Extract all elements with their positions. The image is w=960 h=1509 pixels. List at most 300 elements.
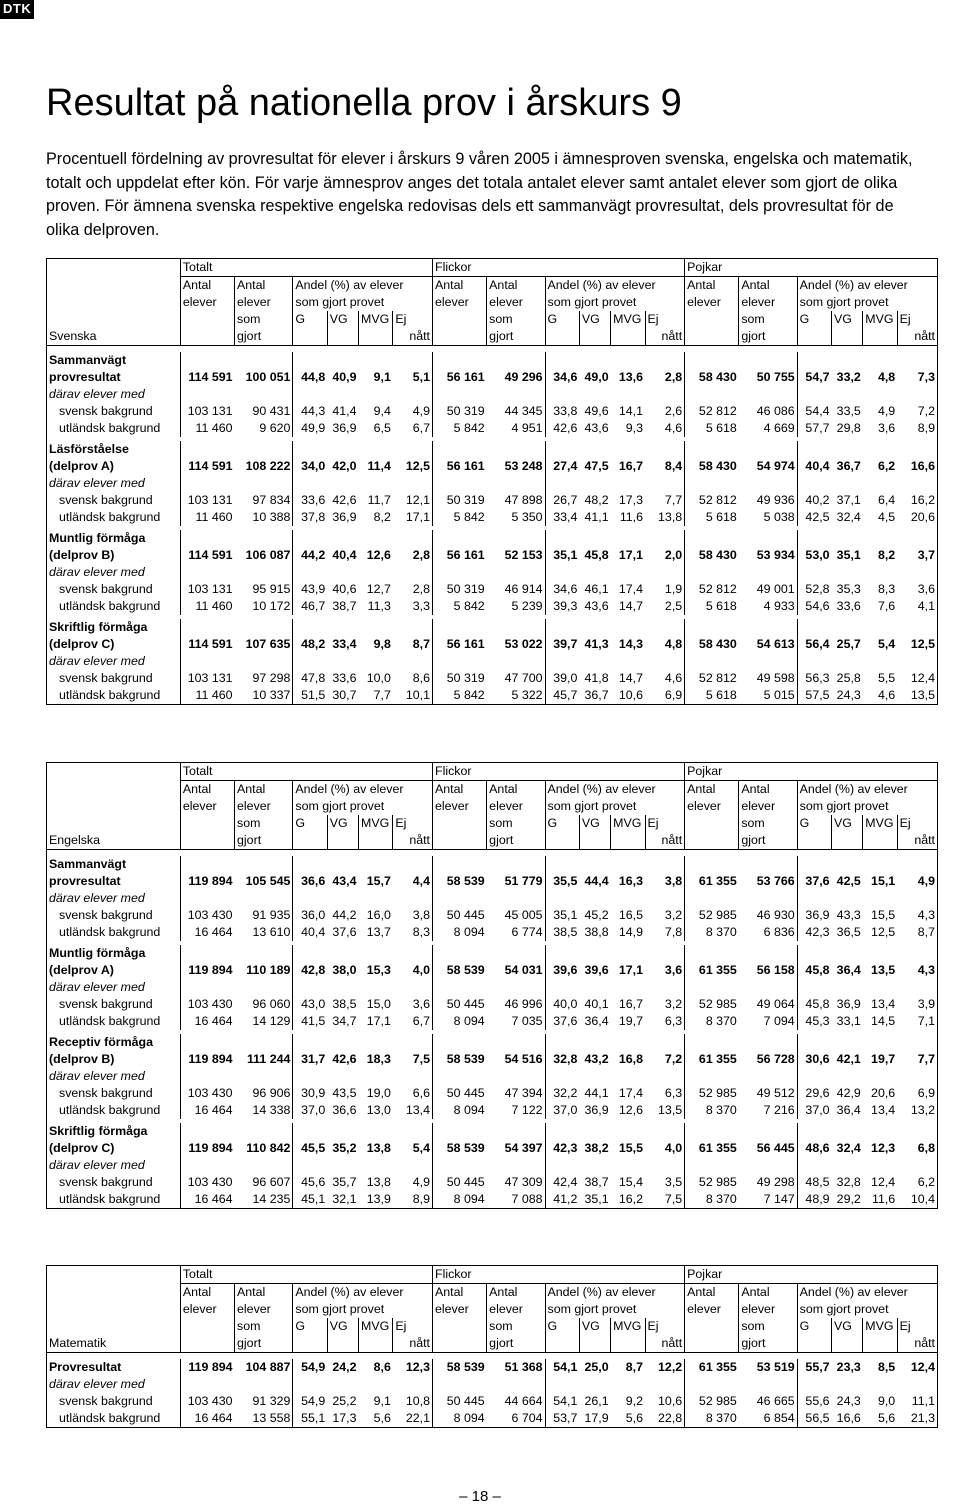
value-cell [487,441,545,458]
value-cell: 37,8 [293,509,327,526]
value-cell: 8,4 [664,459,683,473]
value-cell [832,1068,863,1085]
value-cell: 4,9 [412,1175,430,1189]
value-cell: 10,6 [658,1394,683,1408]
value-cell: 8,2 [877,548,896,562]
value-cell: 44,4 [584,874,609,888]
value-cell [293,1068,327,1085]
value-cell [863,890,897,907]
value-cell: 7,3 [917,370,935,384]
value-cell: 40,1 [584,997,609,1011]
value-cell: 58 430 [685,458,739,475]
value-cell [739,619,797,636]
value-cell: 25,7 [836,637,861,651]
header-ej: nått [393,1335,433,1353]
value-cell: 1,9 [664,582,683,596]
value-cell [433,1123,487,1140]
value-cell [797,945,831,962]
subgroup-heading-row [47,1068,937,1085]
value-cell: 32,8 [545,1051,579,1068]
header-mvg: MVG [611,311,645,328]
value-cell: 39,0 [545,670,579,687]
header-antal-elever: elever [685,1301,739,1318]
value-cell: 16,8 [618,1052,644,1066]
value-cell: 49 001 [756,582,795,596]
intro-paragraph: Procentuell fördelning av provresultat för elever i årskurs 9 våren 2005 i ämnesproven svenska, engelska och matematik, totalt och uppdelat efter kön. För varje ämnesprov anges det totala antalet elever samt antalet elever som gjort de olika proven. För ämnena svenska respektive engelska redovisas dels ett sammanvägt provresultat, dels provresultat för de olika delproven. [46,150,913,239]
value-cell: 46 914 [504,582,543,596]
value-cell [645,653,685,670]
value-cell: 3,6 [664,963,683,977]
value-cell: 8 370 [685,1102,739,1119]
header-mvg: MVG [863,311,897,328]
header-vg: VG [579,1318,610,1335]
value-cell: 4,0 [412,963,430,977]
value-cell: 39,3 [545,598,579,615]
value-cell: 47 394 [504,1086,543,1100]
subgroup-heading-row [47,564,937,581]
section-title-row [47,441,937,458]
value-cell: 13,4 [871,1103,896,1117]
value-cell: 17,3 [332,1411,357,1425]
header-mvg: MVG [359,1318,393,1335]
value-cell: 5 618 [685,687,739,704]
value-cell [393,1157,433,1174]
value-cell: 8 370 [685,1191,739,1208]
value-cell: 96 906 [252,1086,291,1100]
value-cell [327,564,358,581]
value-cell: 20,6 [910,510,935,524]
subgroup-heading-row [47,475,937,492]
value-cell [897,475,937,492]
value-cell: 46 930 [756,908,795,922]
value-cell [863,856,897,873]
value-cell: 40,4 [293,924,327,941]
value-cell: 8,9 [917,421,935,435]
value-cell [359,441,393,458]
value-cell [611,979,645,996]
value-cell [611,352,645,369]
value-cell [897,619,937,636]
header-ej: nått [897,832,937,850]
value-cell [545,1376,579,1393]
section-title: Sammanvägt [49,857,127,871]
value-cell: 36,9 [332,510,357,524]
value-cell [685,530,739,547]
value-cell [645,441,685,458]
value-cell [863,945,897,962]
value-cell: 41,4 [332,404,357,418]
data-row [47,403,937,420]
header-andel: som gjort provet [797,1301,937,1318]
value-cell: 6,3 [664,1086,683,1100]
value-cell: 39,6 [584,963,609,977]
value-cell [611,1157,645,1174]
value-cell: 13,9 [366,1192,391,1206]
value-cell: 7,5 [412,1052,430,1066]
value-cell: 14 338 [252,1103,291,1117]
header-antal-gjort: gjort [487,832,545,850]
value-cell: 15,5 [618,1141,644,1155]
header-blank [832,328,863,346]
value-cell: 3,8 [412,908,430,922]
value-cell: 49 936 [756,493,795,507]
value-cell: 100 051 [245,370,291,384]
value-cell: 5,6 [373,1411,391,1425]
value-cell: 42,6 [545,420,579,437]
value-cell [863,653,897,670]
value-cell: 30,9 [293,1085,327,1102]
value-cell: 13 610 [252,925,291,939]
value-cell: 33,2 [836,370,861,384]
row-label: därav elever med [49,1377,145,1391]
value-cell [433,352,487,369]
value-cell [327,352,358,369]
value-cell [293,979,327,996]
value-cell: 7,7 [917,1052,935,1066]
value-cell: 5,6 [877,1411,896,1425]
value-cell: 45,8 [797,996,831,1013]
value-cell: 46,7 [293,598,327,615]
value-cell [433,475,487,492]
value-cell [797,564,831,581]
value-cell [832,386,863,403]
header-antal-elever [180,1318,234,1335]
value-cell [327,1123,358,1140]
value-cell: 24,3 [836,688,861,702]
header-antal-gjort: gjort [235,832,293,850]
value-cell [180,619,234,636]
header-group: Pojkar [685,763,937,781]
value-cell: 56 161 [433,636,487,653]
value-cell: 58 539 [433,1051,487,1068]
value-cell: 15,5 [871,908,896,922]
total-row [47,873,937,890]
value-cell: 15,1 [871,874,896,888]
value-cell [293,475,327,492]
value-cell: 12,6 [366,548,391,562]
row-label: svensk bakgrund [59,671,153,685]
value-cell [327,945,358,962]
value-cell: 33,6 [293,492,327,509]
header-antal-gjort: Antal [739,1284,797,1302]
value-cell: 16,2 [910,493,935,507]
header-row [47,294,937,311]
value-cell [863,1034,897,1051]
value-cell: 37,6 [332,925,357,939]
value-cell [293,890,327,907]
value-cell: 10 388 [252,510,291,524]
total-row [47,547,937,564]
value-cell [545,1068,579,1085]
value-cell: 52 812 [685,492,739,509]
header-antal-gjort: elever [739,798,797,815]
header-antal-elever [433,1335,487,1353]
value-cell [739,979,797,996]
value-cell: 2,6 [664,404,683,418]
value-cell [235,386,293,403]
subgroup-heading-row [47,979,937,996]
value-cell: 5 842 [433,687,487,704]
header-antal-elever [180,832,234,850]
row-label: utländsk bakgrund [59,688,161,702]
value-cell: 37,6 [545,1013,579,1030]
value-cell [327,1376,358,1393]
header-row [47,1335,937,1353]
header-mvg: MVG [611,815,645,832]
value-cell [863,386,897,403]
value-cell: 43,9 [293,581,327,598]
value-cell: 35,3 [836,582,861,596]
header-ej: Ej [645,1318,685,1335]
value-cell: 58 430 [685,547,739,564]
header-antal-elever [433,815,487,832]
value-cell [180,530,234,547]
value-cell [739,1068,797,1085]
value-cell: 35,1 [584,1192,609,1206]
data-row [47,509,937,526]
value-cell [611,1123,645,1140]
value-cell [797,352,831,369]
value-cell [293,945,327,962]
value-cell: 6 774 [511,925,543,939]
value-cell [579,1157,610,1174]
header-blank [545,832,579,850]
value-cell [393,1034,433,1051]
header-antal-elever: elever [433,798,487,815]
value-cell: 45,6 [293,1174,327,1191]
value-cell: 3,9 [917,997,935,1011]
value-cell: 42,4 [545,1174,579,1191]
value-cell [359,352,393,369]
header-row [47,1318,937,1335]
value-cell: 42,1 [836,1052,861,1066]
value-cell: 32,1 [332,1192,357,1206]
value-cell [393,979,433,996]
value-cell [797,1068,831,1085]
value-cell [897,1123,937,1140]
value-cell: 119 894 [180,1051,234,1068]
value-cell [433,1376,487,1393]
header-antal-gjort: som [235,311,293,328]
value-cell: 26,7 [545,492,579,509]
value-cell: 33,5 [836,404,861,418]
header-ej: nått [645,1335,685,1353]
value-cell: 5,4 [412,1141,430,1155]
header-blank [359,328,393,346]
value-cell: 52 985 [685,996,739,1013]
value-cell [645,1376,685,1393]
value-cell: 36,7 [584,688,609,702]
value-cell: 11,6 [619,510,644,524]
value-cell: 119 894 [180,1140,234,1157]
value-cell: 54,9 [293,1359,327,1376]
value-cell: 16 464 [180,1410,234,1427]
value-cell [180,890,234,907]
value-cell: 16,7 [618,997,644,1011]
value-cell: 56 445 [756,1141,795,1155]
header-blank [327,832,358,850]
value-cell: 9 620 [259,421,291,435]
value-cell [611,856,645,873]
value-cell [832,979,863,996]
value-cell [180,1157,234,1174]
value-cell: 103 131 [180,403,234,420]
value-cell [180,1068,234,1085]
header-vg: VG [832,815,863,832]
value-cell: 12,5 [871,925,896,939]
value-cell: 53 248 [504,459,543,473]
value-cell [433,619,487,636]
value-cell [487,890,545,907]
value-cell: 91 329 [252,1394,291,1408]
value-cell [897,352,937,369]
value-cell: 54 031 [504,963,543,977]
value-cell [739,653,797,670]
value-cell: 3,8 [664,874,683,888]
value-cell: 3,6 [412,997,430,1011]
section-title-row [47,1123,937,1140]
value-cell [645,1157,685,1174]
value-cell: 90 431 [252,404,291,418]
value-cell: 10,4 [910,1192,935,1206]
header-row [47,832,937,850]
value-cell [739,1376,797,1393]
value-cell [832,653,863,670]
section-title: (delprov A) [49,459,114,473]
value-cell [739,564,797,581]
value-cell: 4,3 [917,963,935,977]
value-cell [180,1123,234,1140]
value-cell: 49,9 [293,420,327,437]
value-cell: 42,0 [332,459,357,473]
header-blank [797,1335,831,1353]
value-cell [611,441,645,458]
header-antal-gjort: elever [235,798,293,815]
value-cell [327,386,358,403]
value-cell: 41,8 [584,671,609,685]
value-cell: 13,4 [405,1103,430,1117]
header-blank [545,1335,579,1353]
header-antal-gjort: som [487,311,545,328]
value-cell [487,1034,545,1051]
value-cell [235,1376,293,1393]
value-cell [433,890,487,907]
value-cell: 56 158 [756,963,795,977]
value-cell: 9,1 [373,370,391,384]
value-cell [832,619,863,636]
value-cell: 11,1 [911,1394,935,1408]
value-cell: 6,9 [664,688,683,702]
header-row [47,259,937,277]
data-row [47,1174,937,1191]
value-cell: 2,0 [664,548,683,562]
value-cell: 56,3 [797,670,831,687]
value-cell [579,619,610,636]
value-cell [797,530,831,547]
header-antal-elever [685,815,739,832]
value-cell [359,1123,393,1140]
value-cell: 51,5 [293,687,327,704]
value-cell [235,619,293,636]
value-cell [797,1157,831,1174]
value-cell: 48,6 [797,1140,831,1157]
value-cell: 38,5 [332,997,357,1011]
value-cell: 40,4 [797,458,831,475]
value-cell: 48,9 [797,1191,831,1208]
total-row [47,458,937,475]
value-cell [685,1123,739,1140]
value-cell: 4 933 [763,599,795,613]
value-cell: 32,8 [836,1175,861,1189]
value-cell: 50 319 [433,492,487,509]
value-cell: 36,4 [836,963,861,977]
value-cell: 50 755 [756,370,795,384]
value-cell: 49 298 [756,1175,795,1189]
value-cell: 9,1 [373,1394,391,1408]
value-cell [293,1123,327,1140]
value-cell: 35,5 [545,873,579,890]
value-cell: 54 613 [756,637,795,651]
value-cell [685,386,739,403]
value-cell: 97 834 [252,493,291,507]
header-blank [545,328,579,346]
engelska-table [46,762,938,1209]
value-cell: 46 665 [756,1394,795,1408]
value-cell: 11,6 [871,1192,896,1206]
row-label: utländsk bakgrund [59,1192,161,1206]
value-cell: 15,7 [366,874,391,888]
value-cell: 37,1 [836,493,861,507]
value-cell: 29,2 [836,1192,861,1206]
header-andel: Andel (%) av elever [293,277,433,295]
header-vg: VG [327,1318,358,1335]
header-blank [293,1335,327,1353]
header-antal-gjort: gjort [487,1335,545,1353]
header-antal-gjort: som [739,815,797,832]
value-cell [180,352,234,369]
value-cell: 91 935 [252,908,291,922]
value-cell: 54,6 [797,598,831,615]
value-cell: 33,4 [545,509,579,526]
value-cell: 16,0 [366,908,391,922]
value-cell [433,530,487,547]
value-cell [611,475,645,492]
header-g: G [545,1318,579,1335]
value-cell: 16 464 [180,1102,234,1119]
header-row [47,328,937,346]
value-cell [579,1034,610,1051]
svenska-table [46,258,938,705]
value-cell [739,352,797,369]
header-andel: Andel (%) av elever [545,781,685,799]
value-cell [611,564,645,581]
value-cell: 32,4 [836,1141,861,1155]
value-cell: 4,6 [664,421,683,435]
value-cell: 114 591 [180,458,234,475]
header-row [47,311,937,328]
value-cell: 16,7 [618,459,644,473]
value-cell: 16,3 [618,874,644,888]
value-cell [897,386,937,403]
value-cell: 6,7 [412,421,430,435]
value-cell: 4,5 [877,510,896,524]
value-cell [359,386,393,403]
value-cell: 32,4 [836,510,861,524]
header-vg: VG [832,311,863,328]
value-cell: 17,4 [618,1086,644,1100]
value-cell: 10,6 [618,688,644,702]
value-cell [359,619,393,636]
